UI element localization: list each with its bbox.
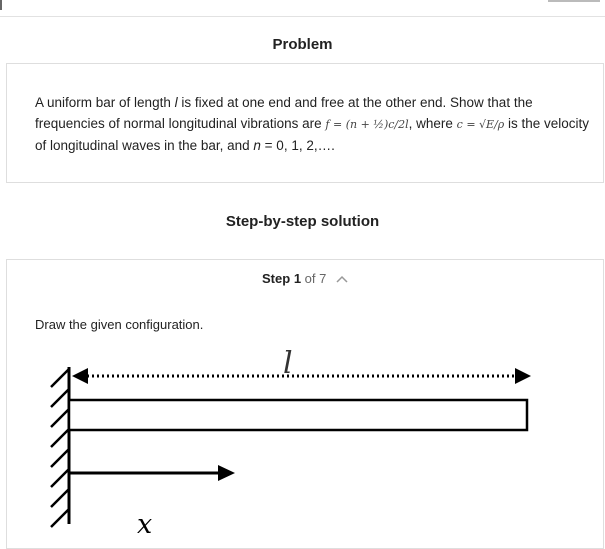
problem-text-4: is the velocity of longitudinal waves in the bar, and: [35, 116, 590, 153]
x-axis-arrow: [218, 465, 235, 481]
chevron-up-icon[interactable]: [336, 271, 348, 286]
problem-text-3: , where: [408, 116, 457, 131]
frequency-formula: f = (n + ½)c/2l: [325, 118, 409, 131]
step-of-total: of 7: [304, 271, 327, 286]
problem-text-5: = 0, 1, 2,….: [260, 138, 335, 153]
x-axis-label: x: [137, 509, 153, 540]
problem-card: [6, 63, 604, 183]
bar-diagram: [41, 347, 541, 547]
top-bar-tab-indicator: [548, 0, 600, 2]
step-header[interactable]: [7, 271, 603, 286]
problem-var-l: l: [174, 95, 178, 110]
problem-text-2: is fixed at one end and free at the other end. Show that the frequencies of normal longitudinal vibrations are: [35, 95, 533, 131]
step-label: Step: [262, 271, 291, 286]
solution-card: [6, 259, 604, 549]
top-bar-edge: [0, 0, 2, 10]
problem-text: [35, 92, 590, 156]
uniform-bar: [69, 400, 527, 430]
length-arrow-left: [72, 368, 88, 384]
solution-heading: Step-by-step solution: [225, 213, 380, 230]
velocity-formula: c = √E/ρ: [456, 118, 505, 131]
problem-heading: Problem: [272, 36, 333, 53]
top-bar: [0, 0, 605, 17]
problem-var-n: n: [253, 138, 261, 153]
wall-hatching: [51, 369, 69, 527]
step-number: 1: [293, 271, 302, 286]
step-intro-text: Draw the given configuration.: [35, 317, 204, 332]
problem-text-1: A uniform bar of length: [35, 95, 175, 110]
length-label: l: [283, 347, 293, 381]
length-arrow-right: [515, 368, 531, 384]
